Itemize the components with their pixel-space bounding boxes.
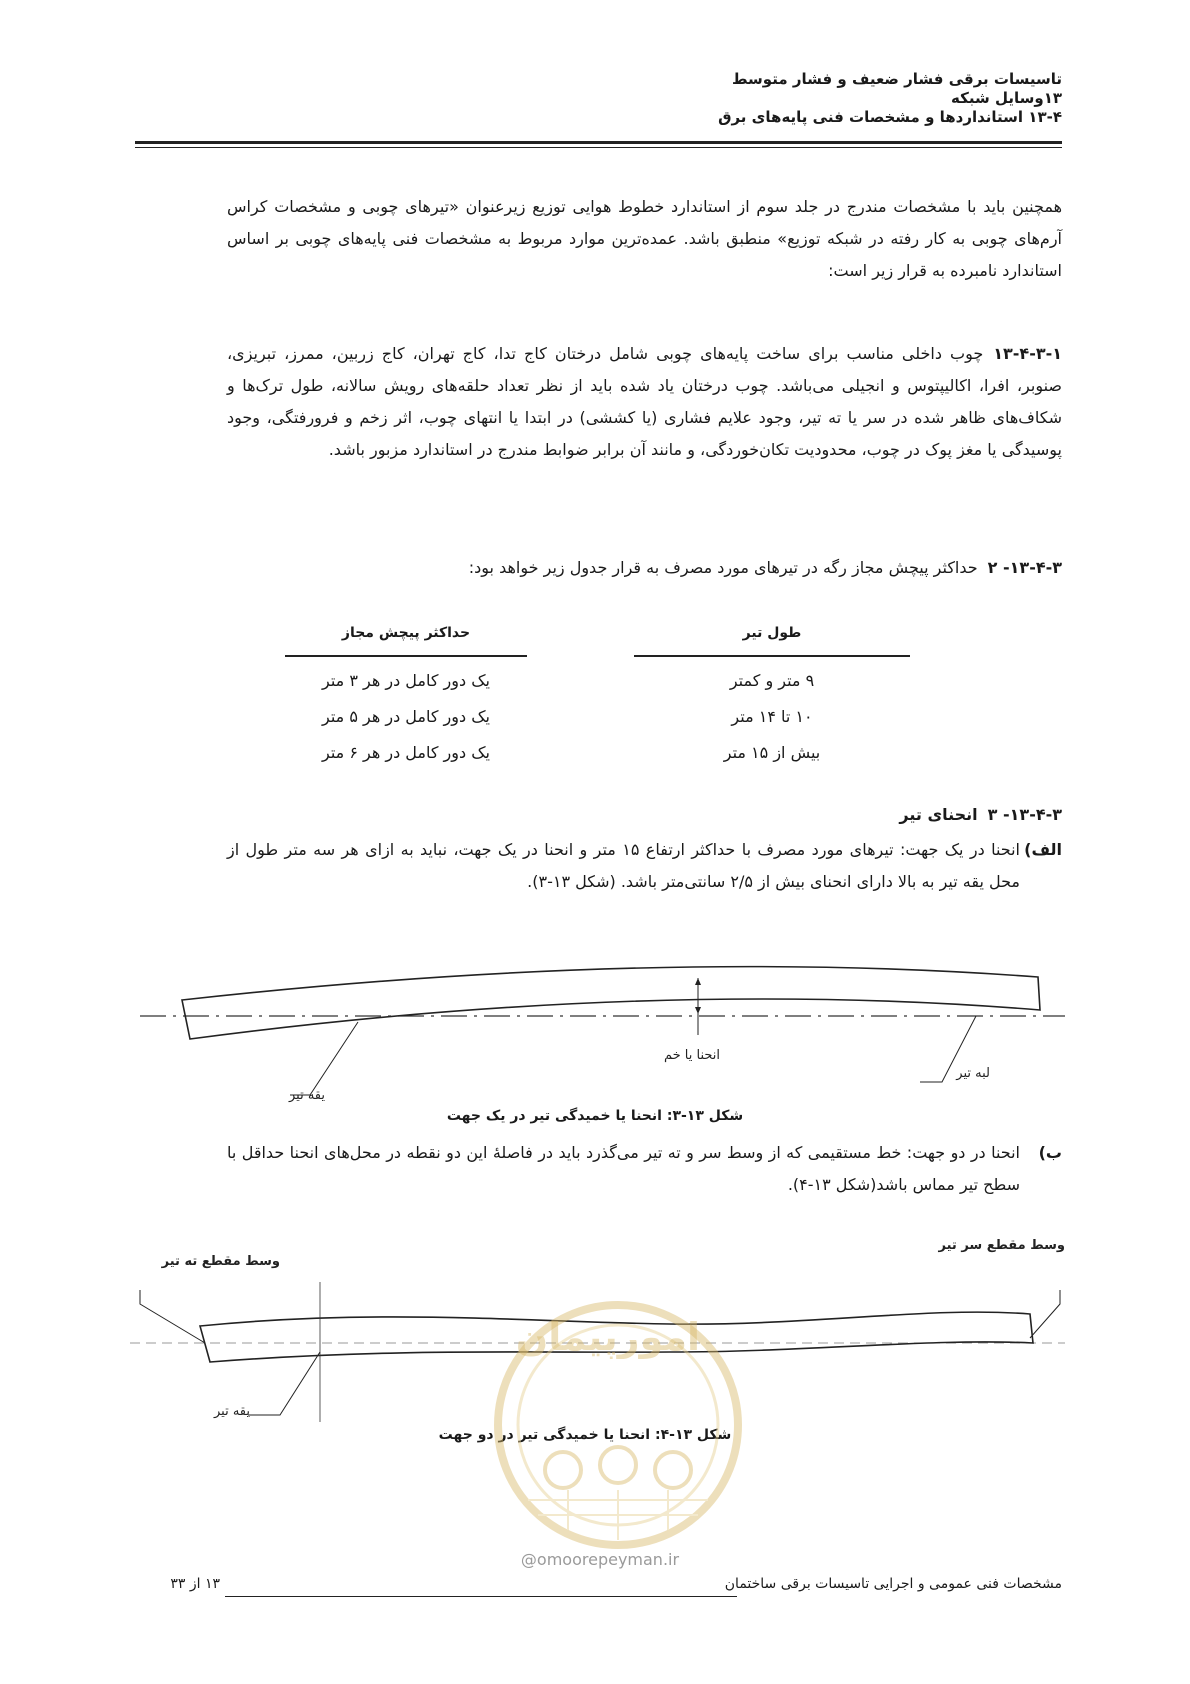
label-collar: یقه تیر — [288, 1088, 325, 1103]
item-a-label: الف) — [1024, 840, 1062, 859]
bend-arrow-head — [695, 978, 701, 985]
section-13-4-3-1 — [227, 338, 1062, 466]
item-b-text: انحنا در دو جهت: خط مستقیمی که از وسط سر و ته تیر می‌گذرد باید در فاصلهٔ این دو نقطه در محل‌های انحنا حداقل با سطح تیر مماس باشد(شکل ۱۳-۴). — [227, 1143, 1020, 1194]
section-13-4-3-3 — [899, 800, 1062, 830]
table-cell-twist: یک دور کامل در هر ۳ متر — [322, 671, 490, 690]
figure-13-4-caption: شکل ۱۳-۴: انحنا یا خمیدگی تیر در دو جهت — [438, 1427, 732, 1443]
header-rule-thick — [135, 141, 1062, 144]
table-cell-length: ۱۰ تا ۱۴ متر — [731, 707, 813, 726]
footer-title: مشخصات فنی عمومی و اجرایی تاسیسات برقی ساختمان — [724, 1576, 1062, 1592]
section-number: ۱۳-۴-۳- ۳ — [987, 805, 1062, 824]
bend-arrow-head — [695, 1007, 701, 1014]
table-cell-length: ۹ متر و کمتر — [729, 671, 815, 690]
butt-center-leader — [140, 1290, 205, 1343]
label-edge: لبه تیر — [956, 1066, 990, 1081]
section-13-4-3-2 — [469, 553, 1062, 583]
watermark-url: @omoorepeyman.ir — [520, 1550, 680, 1569]
section-text: چوب داخلی مناسب برای ساخت پایه‌های چوبی شامل درختان کاج تدا، کاج تهران، کاج زربین، ممرز، تبریزی، صنوبر، افرا، اکالیپتوس و انجیلی می‌باشد. چوب درختان یاد شده باید از نظر تعداد حلقه‌های رویش سالانه، طول ترک‌ها و شکاف‌های ظاهر شده در سر یا ته تیر، وجود علایم فشاری (یا کششی) در ابتدا یا انتهای چوب، اثر زخم و فرورفتگی، وجود پوسیدگی یا مغز پوک در چوب، محدودیت تکان‌خوردگی، و مانند آن برابر ضوابط مندرج در استاندارد مزبور باشد. — [227, 344, 1062, 459]
footer-rule — [225, 1596, 737, 1597]
section-number: ۱۳-۴-۳- ۲ — [987, 558, 1062, 577]
watermark-logo-text: امورپیمان — [515, 1315, 700, 1359]
table-rule-twist — [285, 655, 527, 657]
item-a-text: انحنا در یک جهت: تیرهای مورد مصرف با حداکثر ارتفاع ۱۵ متر و انحنا در یک جهت، نباید به ازای هر سه متر طول از محل یقه تیر به بالا دارای انحنای بیش از ۲/۵ سانتی‌متر باشد. (شکل ۱۳-۳). — [227, 840, 1020, 891]
collar-leader — [248, 1352, 320, 1415]
header-line-1: تاسیسات برقی فشار ضعیف و فشار متوسط — [731, 70, 1062, 88]
table-cell-length: بیش از ۱۵ متر — [723, 743, 821, 762]
table-cell-twist: یک دور کامل در هر ۵ متر — [322, 707, 490, 726]
figure-13-3-caption: شکل ۱۳-۳: انحنا یا خمیدگی تیر در یک جهت — [446, 1108, 744, 1124]
section-number: ۱۳-۴-۳-۱ — [993, 344, 1062, 363]
figure-13-3-diagram — [130, 960, 1065, 1105]
section-title: انحنای تیر — [899, 805, 978, 824]
header-line-3: ۱۳-۴ استانداردها و مشخصات فنی پایه‌های برق — [718, 108, 1062, 126]
top-center-leader — [1030, 1290, 1060, 1338]
label-bend: انحنا یا خم — [663, 1048, 720, 1063]
label-top-center: وسط مقطع سر تیر — [938, 1238, 1065, 1253]
item-b-label: ب) — [1038, 1143, 1062, 1162]
intro-paragraph: همچنین باید با مشخصات مندرج در جلد سوم از استاندارد خطوط هوایی توزیع زیرعنوان «تیرهای چوبی و مشخصات کراس آرم‌های چوبی به کار رفته در شبکه توزیع» منطبق باشد. عمده‌ترین موارد مربوط به مشخصات فنی پایه‌های چوبی بر اساس استاندارد نامبرده به قرار زیر است: — [227, 197, 1062, 280]
section-text: حداکثر پیچش مجاز رگه در تیرهای مورد مصرف به قرار جدول زیر خواهد بود: — [468, 558, 978, 577]
label-collar: یقه تیر — [213, 1404, 250, 1419]
header-line-2: ۱۳وسایل شبکه — [951, 89, 1062, 107]
header-rule-thin — [135, 147, 1062, 148]
table-cell-twist: یک دور کامل در هر ۶ متر — [322, 743, 490, 762]
pole-outline — [182, 967, 1040, 1039]
table-header-length: طول تیر — [742, 625, 802, 641]
label-butt-center: وسط مقطع ته تیر — [161, 1254, 280, 1269]
collar-leader — [290, 1022, 358, 1095]
footer-page-number: ۱۳ از ۳۳ — [170, 1576, 220, 1592]
table-rule-length — [634, 655, 910, 657]
table-header-twist: حداکثر پیچش مجاز — [341, 625, 471, 641]
